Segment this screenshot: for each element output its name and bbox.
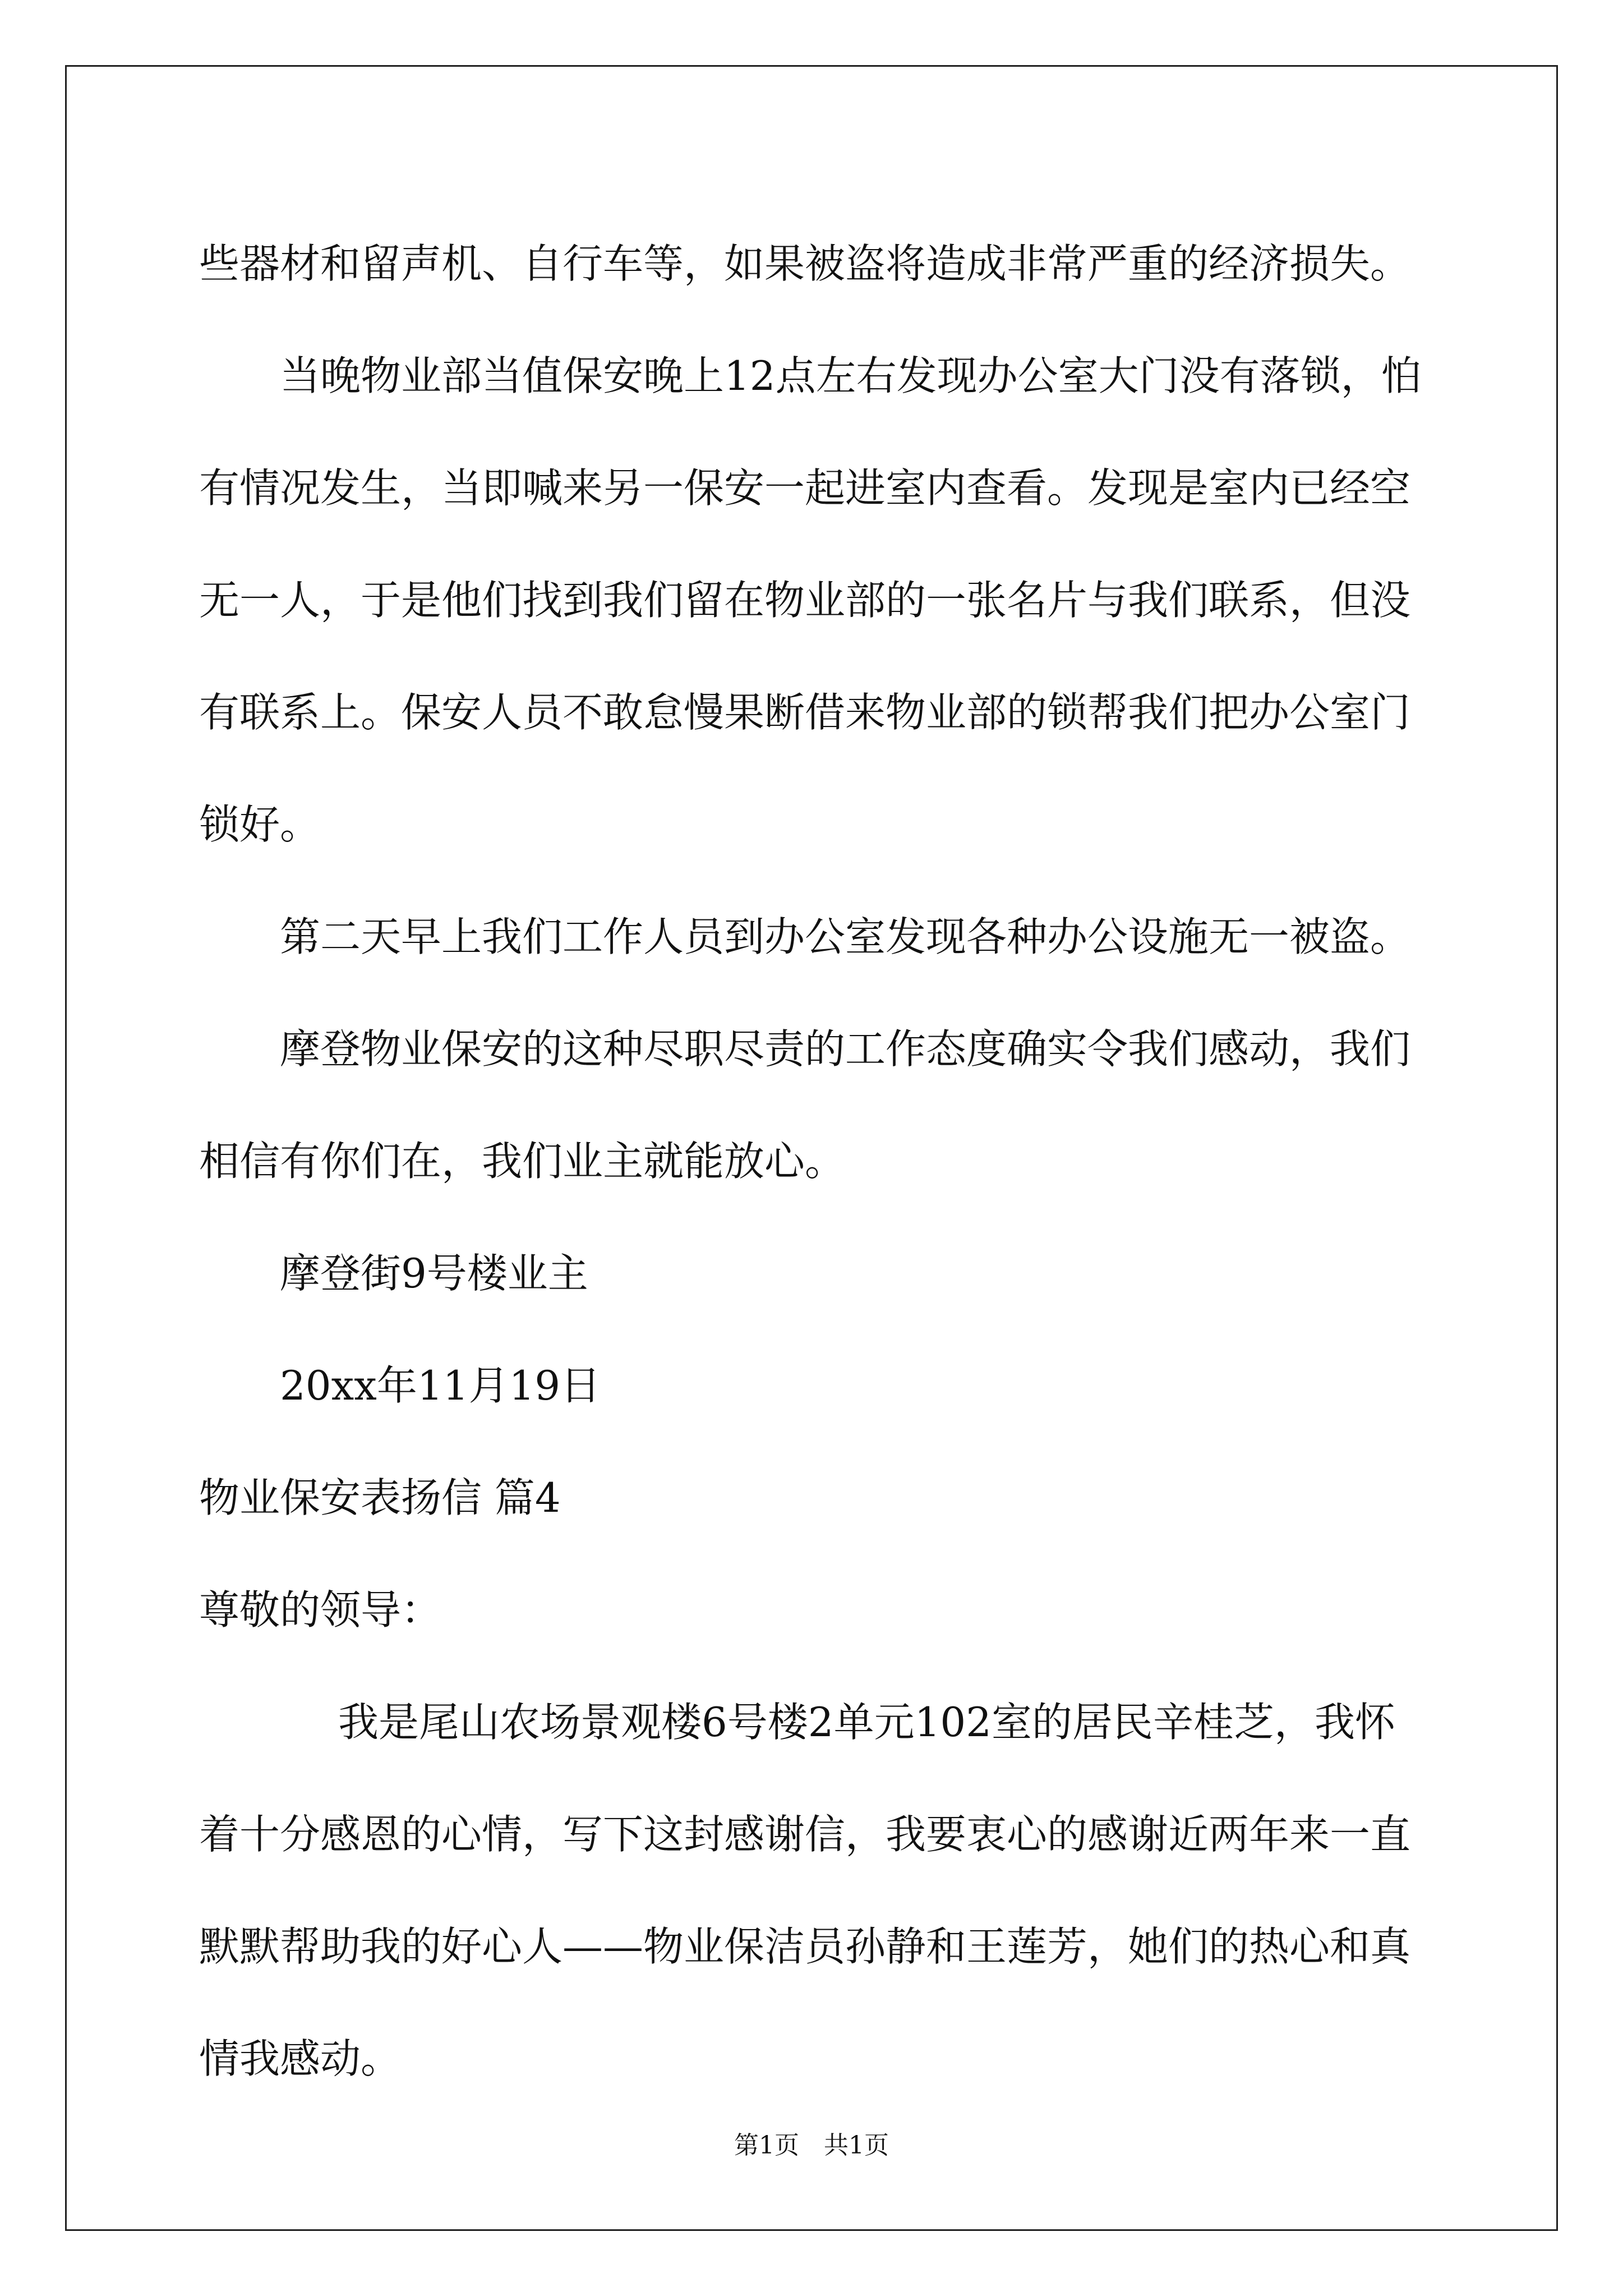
paragraph-night-security: 当晚物业部当值保安晚上12点左右发现办公室大门没有落锁，怕有情况发生，当即喊来另一保安一起进室内查看。发现是室内已经空无一人，于是他们找到我们留在物业部的一张名片与我们联系，但没有联系上。保安人员不敢怠慢果断借来物业部的锁帮我们把办公室门锁好。 — [199, 352, 1422, 848]
salutation: 尊敬的领导： — [199, 1586, 442, 1634]
paragraph-next-morning: 第二天早上我们工作人员到办公室发现各种办公设施无一被盗。 — [280, 913, 1411, 960]
page-number: 第1页 — [734, 2131, 799, 2160]
paragraph-resident-letter: 我是尾山农场景观楼6号楼2单元102室的居民辛桂芝，我怀着十分感恩的心情，写下这封感谢信，我要衷心的感谢近两年来一直默默帮助我的好心人——物业保洁员孙静和王莲芳，她们的热心和真情我感动。 — [199, 1699, 1411, 2082]
document-body — [199, 208, 1424, 2115]
paragraph-gratitude: 摩登物业保安的这种尽职尽责的工作态度确实令我们感动，我们相信有你们在，我们业主就能放心。 — [199, 1025, 1411, 1185]
page-footer — [0, 2129, 1623, 2162]
section-heading: 物业保安表扬信 篇4 — [199, 1474, 561, 1521]
page-total: 共1页 — [824, 2131, 889, 2160]
signature-sender: 摩登街9号楼业主 — [280, 1250, 588, 1297]
signature-date: 20xx年11月19日 — [280, 1362, 601, 1409]
paragraph-continuation: 些器材和留声机、自行车等，如果被盗将造成非常严重的经济损失。 — [199, 240, 1411, 287]
